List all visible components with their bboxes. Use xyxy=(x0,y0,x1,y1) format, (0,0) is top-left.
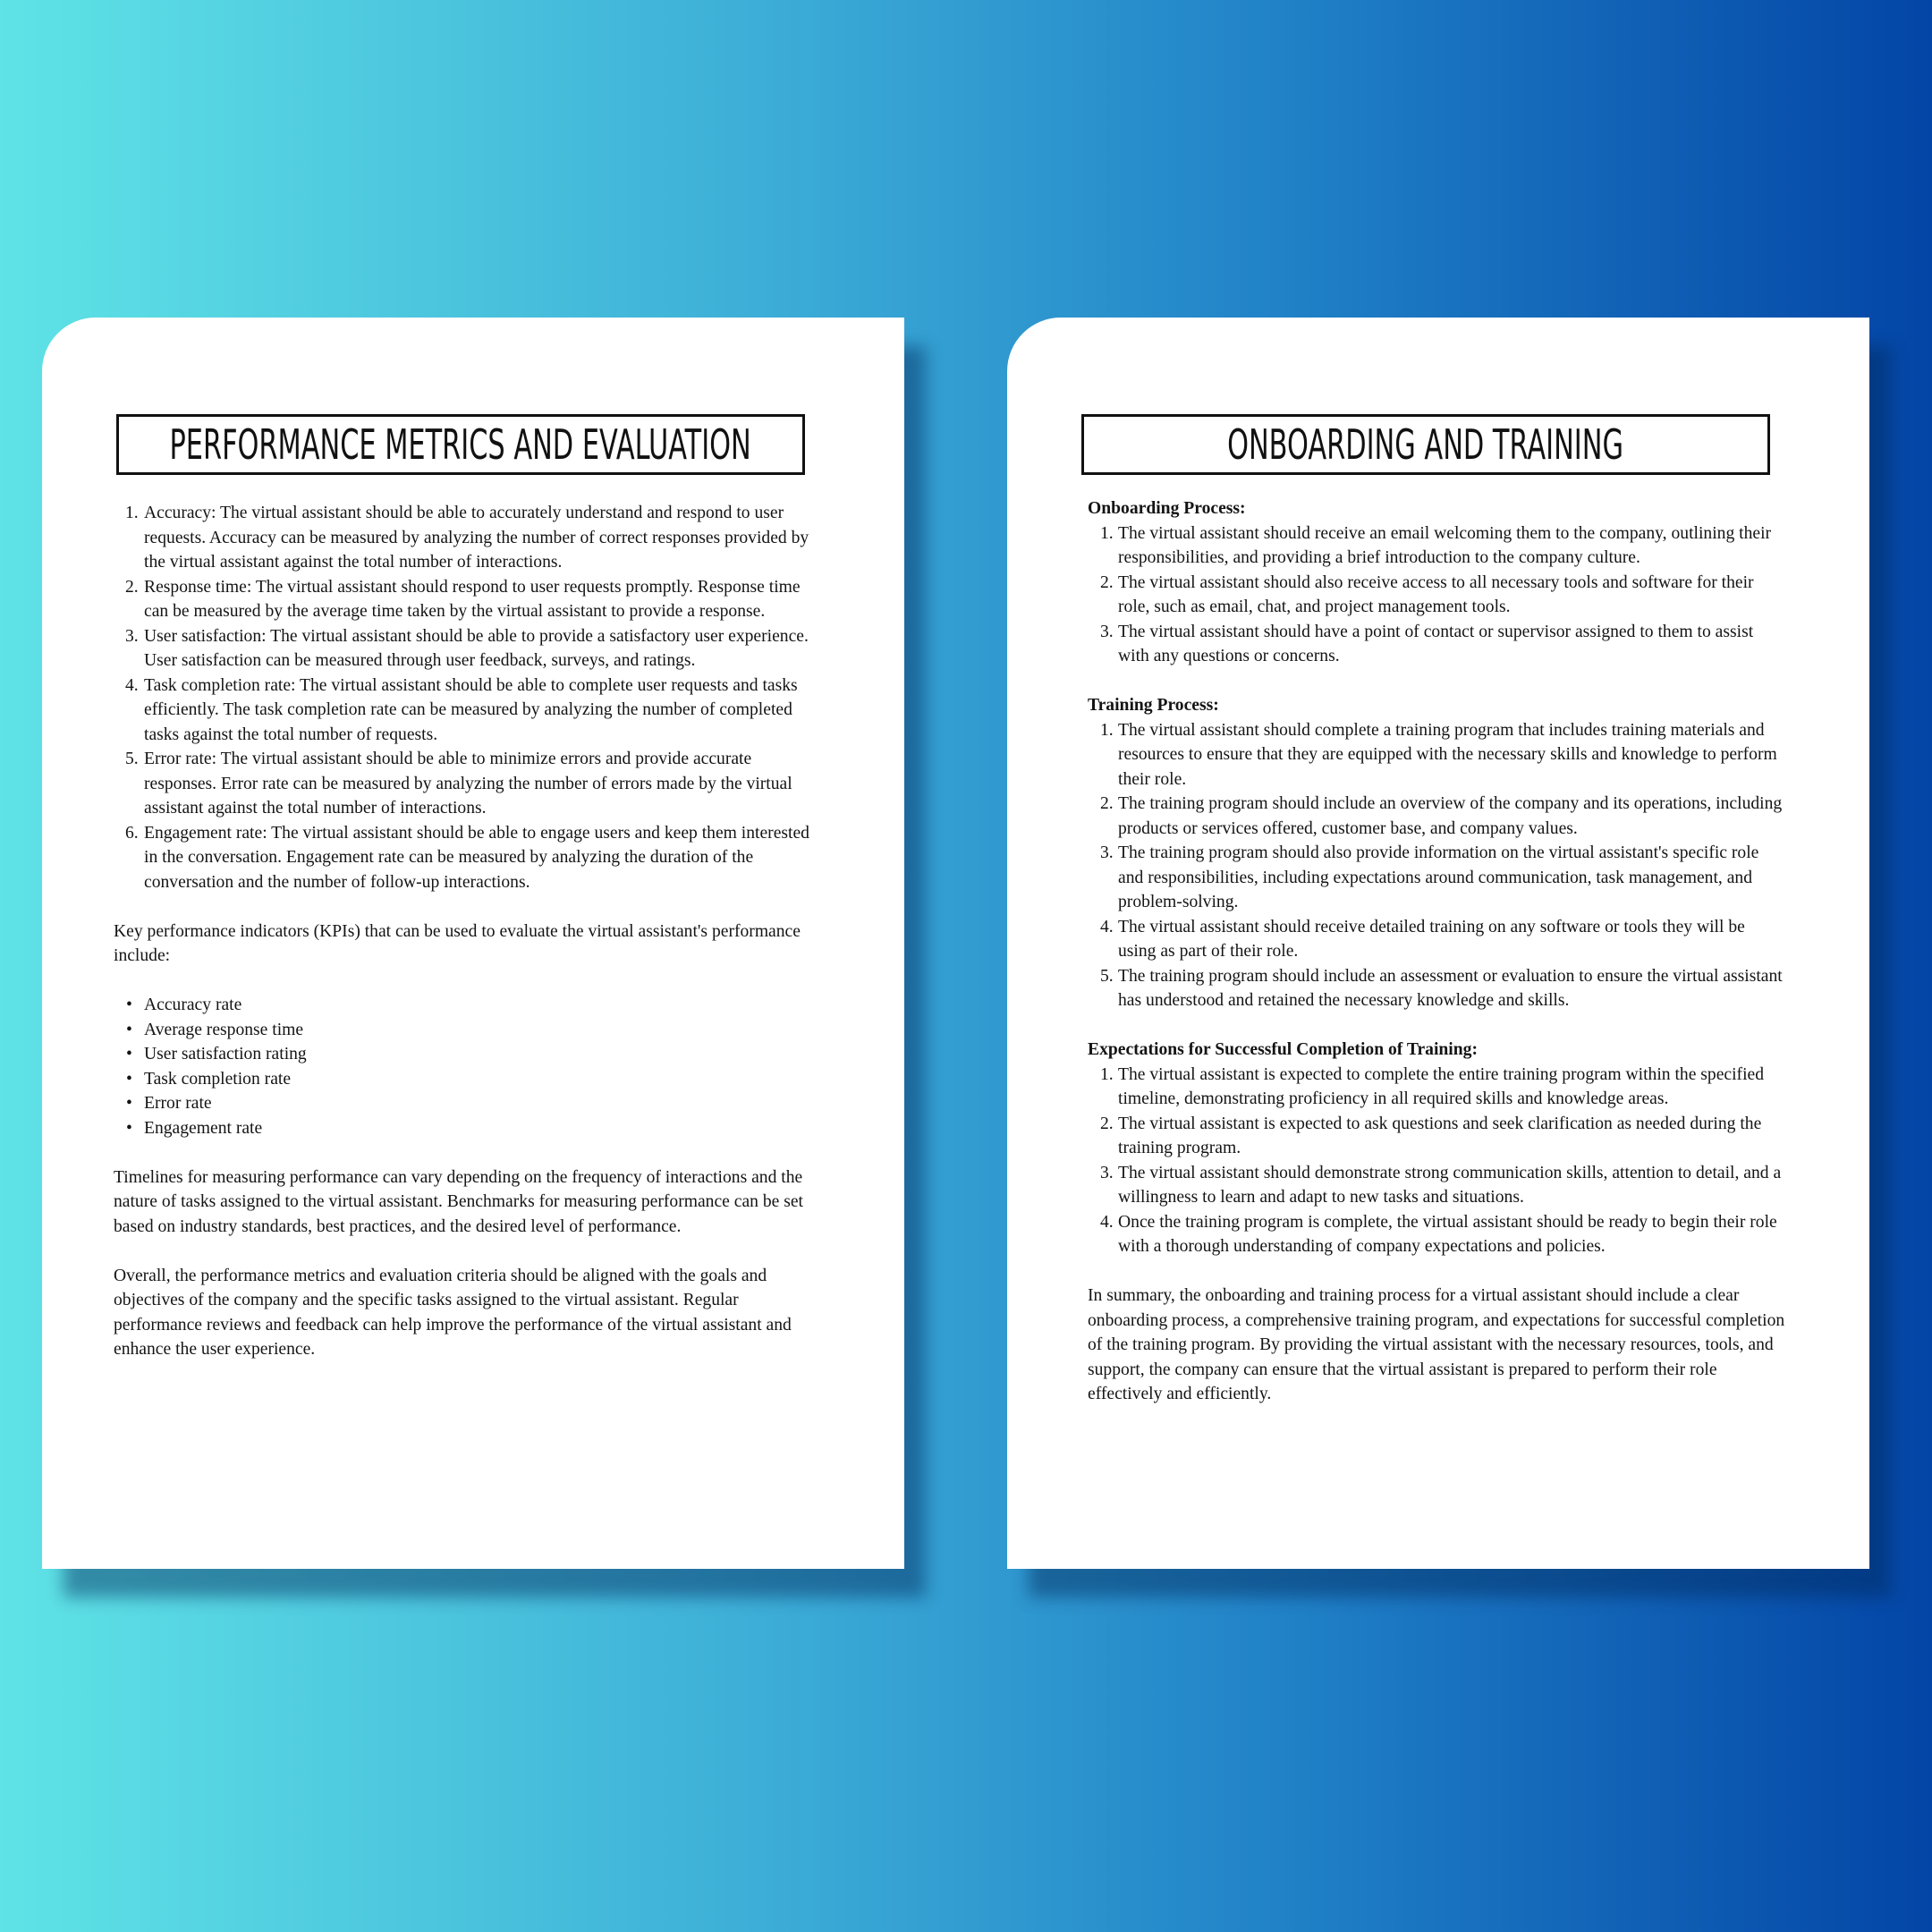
section-heading-onboarding: Onboarding Process: xyxy=(1088,499,1246,518)
list-item: • Average response time xyxy=(114,1018,820,1043)
document-page-performance xyxy=(42,318,904,1569)
page-title-box xyxy=(116,414,805,475)
overall-paragraph: Overall, the performance metrics and evaluation criteria should be aligned with the goals and objectives of the company and the specific tasks assigned to the virtual assistant. Regular performance reviews and feedback can help improve the performance of the virtual assistant and enhance the user experience. xyxy=(114,1266,792,1359)
list-item: The virtual assistant should complete a training program that includes training materials and resources to ensure that they are equipped with the necessary skills and knowledge to perform their role. xyxy=(1118,720,1777,789)
metrics-list xyxy=(114,501,820,894)
list-item: Task completion rate: The virtual assistant should be able to complete user requests and tasks efficiently. The task completion rate can be measured by analyzing the number of completed tasks against the total number of requests. xyxy=(144,675,798,744)
list-item: The virtual assistant should receive an email welcoming them to the company, outlining their responsibilities, and providing a brief introduction to the company culture. xyxy=(1118,523,1772,567)
list-item: The virtual assistant is expected to complete the entire training program within the specified timeline, demonstrating proficiency in all required skills and knowledge areas. xyxy=(1118,1064,1765,1108)
document-page-onboarding xyxy=(1007,318,1869,1569)
list-item: Once the training program is complete, the virtual assistant should be ready to begin their role with a thorough understanding of company expectations and policies. xyxy=(1118,1212,1777,1256)
kpi-intro-paragraph: Key performance indicators (KPIs) that can be used to evaluate the virtual assistant's performance include: xyxy=(114,921,801,965)
list-item: Response time: The virtual assistant should respond to user requests promptly. Response time can be measured by the average time taken by the virtual assistant to provide a response. xyxy=(144,577,801,621)
list-item: The training program should include an overview of the company and its operations, including products or services offered, customer base, and company values. xyxy=(1118,794,1783,838)
list-item: The virtual assistant should also receive access to all necessary tools and software for their role, such as email, chat, and project management tools. xyxy=(1118,572,1754,616)
list-item: The virtual assistant should have a point of contact or supervisor assigned to them to assist with any questions or concerns. xyxy=(1118,622,1754,665)
list-item: The virtual assistant is expected to ask questions and seek clarification as needed during the training program. xyxy=(1118,1114,1762,1157)
list-item: User satisfaction: The virtual assistant should be able to provide a satisfactory user experience. User satisfaction can be measured through user feedback, surveys, and ratings. xyxy=(144,626,809,670)
list-item: • Task completion rate xyxy=(114,1067,820,1092)
section-heading-training: Training Process: xyxy=(1088,696,1219,715)
page-body xyxy=(1088,496,1785,1407)
page-title-box xyxy=(1081,414,1770,475)
page-body xyxy=(114,501,820,1362)
expectations-list xyxy=(1088,1063,1785,1259)
list-item: Accuracy: The virtual assistant should be able to accurately understand and respond to user requests. Accuracy can be measured by analyzing the number of correct responses provided by the virtual assistant against the total number of interactions. xyxy=(144,504,809,572)
training-list xyxy=(1088,718,1785,1013)
list-item: Engagement rate: The virtual assistant should be able to engage users and keep them interested in the conversation. Engagement rate can be measured by analyzing the duration of the conversation and the number of follow-up interactions. xyxy=(144,823,809,892)
list-item: • User satisfaction rating xyxy=(114,1042,820,1067)
list-item: Error rate: The virtual assistant should be able to minimize errors and provide accurate responses. Error rate can be measured by analyzing the number of errors made by the virtual assistant against the total number of interactions. xyxy=(144,750,792,818)
list-item: The training program should also provide information on the virtual assistant's specific role and responsibilities, including expectations around communication, task management, and problem-solving. xyxy=(1118,843,1759,911)
list-item: The virtual assistant should demonstrate strong communication skills, attention to detail, and a willingness to learn and adapt to new tasks and situations. xyxy=(1118,1163,1782,1207)
page-title: PERFORMANCE METRICS AND EVALUATION xyxy=(169,420,752,469)
summary-paragraph: In summary, the onboarding and training process for a virtual assistant should include a clear onboarding process, a comprehensive training program, and expectations for successful completion of the training program. By providing the virtual assistant with the necessary resources, tools, and support, the company can ensure that the virtual assistant is prepared to perform their role effectively and efficiently. xyxy=(1088,1286,1785,1403)
onboarding-list xyxy=(1088,521,1785,669)
timelines-paragraph: Timelines for measuring performance can vary depending on the frequency of interactions and the nature of tasks assigned to the virtual assistant. Benchmarks for measuring performance can be set based on industry standards, best practices, and the desired level of performance. xyxy=(114,1167,803,1236)
list-item: • Error rate xyxy=(114,1091,820,1116)
kpi-list xyxy=(114,993,820,1140)
page-title: ONBOARDING AND TRAINING xyxy=(1227,420,1624,469)
list-item: • Engagement rate xyxy=(114,1116,820,1141)
section-heading-expectations: Expectations for Successful Completion of Training: xyxy=(1088,1040,1478,1059)
list-item: • Accuracy rate xyxy=(114,993,820,1018)
list-item: The training program should include an assessment or evaluation to ensure the virtual assistant has understood and retained the necessary knowledge and skills. xyxy=(1118,966,1783,1010)
list-item: The virtual assistant should receive detailed training on any software or tools they will be using as part of their role. xyxy=(1118,917,1745,961)
